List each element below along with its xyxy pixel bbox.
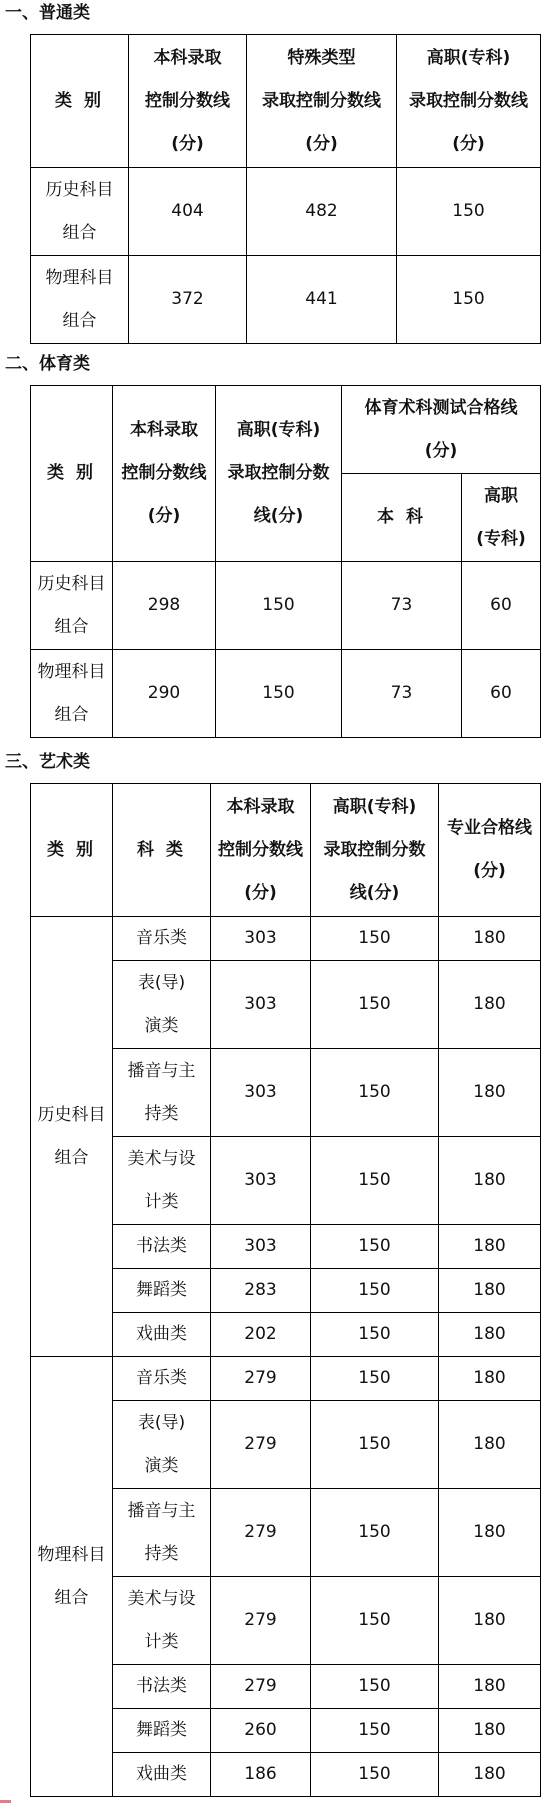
row-subject: 美术与设 计类 [113,1137,211,1225]
header-category: 类 别 [31,784,113,917]
header-undergrad-line: 本科录取 控制分数线 (分) [129,35,247,168]
cell-value: 303 [211,1049,311,1137]
header-undergrad-line: 本科录取 控制分数线 (分) [211,784,311,917]
group-category: 历史科目 组合 [31,917,113,1357]
cell-value: 60 [462,562,541,650]
row-subject: 戏曲类 [113,1753,211,1797]
row-subject: 舞蹈类 [113,1709,211,1753]
section-title-general: 一、普通类 [5,3,90,23]
cell-value: 60 [462,650,541,738]
table-row [31,256,541,344]
row-category: 物理科目 组合 [31,650,113,738]
cell-value: 180 [439,1137,541,1225]
cell-value: 298 [113,562,216,650]
art-score-table [30,783,541,1797]
cell-value: 180 [439,1577,541,1665]
header-undergrad-line: 本科录取 控制分数线 (分) [113,386,216,562]
cell-value: 73 [342,650,462,738]
header-sports-test-line: 体育术科测试合格线 (分) [342,386,541,474]
cell-value: 150 [311,1709,439,1753]
general-score-table [30,34,541,344]
row-category: 历史科目 组合 [31,168,129,256]
table-row [31,562,541,650]
header-vocational-line: 高职(专科) 录取控制分数 线(分) [311,784,439,917]
section-title-sports: 二、体育类 [5,354,90,374]
cell-value: 180 [439,1489,541,1577]
cell-value: 303 [211,1225,311,1269]
cell-value: 150 [311,1269,439,1313]
header-professional-line: 专业合格线 (分) [439,784,541,917]
section-title-art: 三、艺术类 [5,752,90,772]
table-row [31,1357,541,1401]
row-subject: 音乐类 [113,917,211,961]
cell-value: 180 [439,1225,541,1269]
row-subject: 舞蹈类 [113,1269,211,1313]
row-subject: 表(导) 演类 [113,1401,211,1489]
cell-value: 150 [397,168,541,256]
cell-value: 260 [211,1709,311,1753]
row-category: 物理科目 组合 [31,256,129,344]
row-subject: 书法类 [113,1225,211,1269]
header-vocational-line: 高职(专科) 录取控制分数线 (分) [397,35,541,168]
cell-value: 186 [211,1753,311,1797]
cell-value: 150 [397,256,541,344]
cell-value: 303 [211,1137,311,1225]
row-subject: 戏曲类 [113,1313,211,1357]
cell-value: 150 [311,1137,439,1225]
table-row [31,650,541,738]
cell-value: 150 [311,1577,439,1665]
table-row [31,917,541,961]
cell-value: 279 [211,1665,311,1709]
cell-value: 150 [311,1049,439,1137]
cell-value: 372 [129,256,247,344]
cell-value: 73 [342,562,462,650]
cell-value: 180 [439,1753,541,1797]
cell-value: 150 [216,650,342,738]
header-category: 类 别 [31,386,113,562]
cell-value: 180 [439,961,541,1049]
cell-value: 279 [211,1489,311,1577]
cell-value: 150 [311,1753,439,1797]
header-special-line: 特殊类型 录取控制分数线 (分) [247,35,397,168]
cell-value: 150 [311,1665,439,1709]
cell-value: 404 [129,168,247,256]
cell-value: 180 [439,1357,541,1401]
row-subject: 书法类 [113,1665,211,1709]
cell-value: 290 [113,650,216,738]
cell-value: 202 [211,1313,311,1357]
cell-value: 279 [211,1577,311,1665]
cell-value: 150 [311,961,439,1049]
cell-value: 150 [311,1401,439,1489]
row-subject: 播音与主 持类 [113,1049,211,1137]
cell-value: 180 [439,1313,541,1357]
header-sports-vocational: 高职 (专科) [462,474,541,562]
cell-value: 150 [311,1357,439,1401]
row-subject: 表(导) 演类 [113,961,211,1049]
cell-value: 279 [211,1357,311,1401]
cell-value: 180 [439,1049,541,1137]
row-subject: 美术与设 计类 [113,1577,211,1665]
header-sports-undergrad: 本 科 [342,474,462,562]
group-category: 物理科目 组合 [31,1357,113,1797]
cell-value: 441 [247,256,397,344]
cell-value: 482 [247,168,397,256]
sports-score-table [30,385,541,738]
header-vocational-line: 高职(专科) 录取控制分数 线(分) [216,386,342,562]
cell-value: 150 [311,1225,439,1269]
table-row [31,168,541,256]
row-subject: 播音与主 持类 [113,1489,211,1577]
row-category: 历史科目 组合 [31,562,113,650]
cell-value: 150 [311,1313,439,1357]
cell-value: 150 [311,1489,439,1577]
cell-value: 180 [439,917,541,961]
cell-value: 303 [211,917,311,961]
header-subject: 科 类 [113,784,211,917]
cell-value: 180 [439,1269,541,1313]
cell-value: 180 [439,1401,541,1489]
header-category: 类 别 [31,35,129,168]
corner-decoration [0,1800,11,1803]
cell-value: 180 [439,1709,541,1753]
cell-value: 150 [311,917,439,961]
cell-value: 180 [439,1665,541,1709]
cell-value: 150 [216,562,342,650]
cell-value: 303 [211,961,311,1049]
row-subject: 音乐类 [113,1357,211,1401]
cell-value: 283 [211,1269,311,1313]
cell-value: 279 [211,1401,311,1489]
